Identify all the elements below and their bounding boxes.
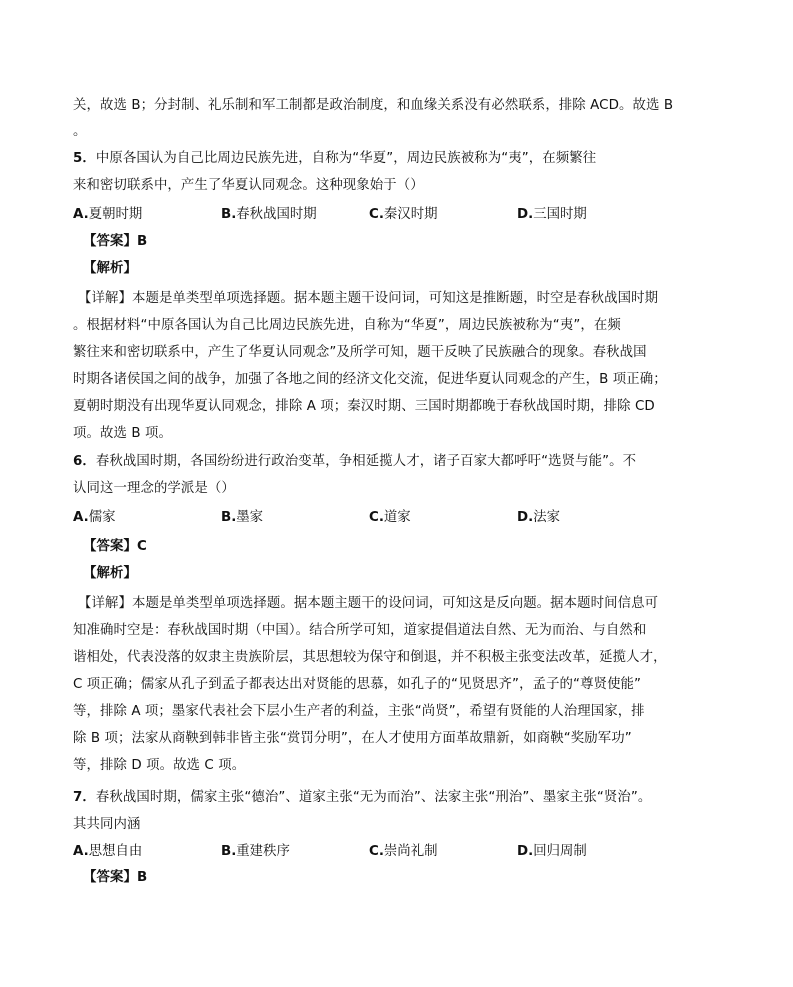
question-5-detail-line-2: 。根据材料“中原各国认为自己比周边民族先进，自称为“华夏”，周边民族被称为“夷”，在频 <box>73 318 621 333</box>
question-6-detail-line-4: C 项正确；儒家从孔子到孟子都表达出对贤能的思慕，如孔子的“见贤思齐”，孟子的“尊贤使能” <box>73 677 642 692</box>
question-7-number: 7． <box>73 790 96 805</box>
question-5-stem-text-1: 中原各国认为自己比周边民族先进，自称为“华夏”，周边民族被称为“夷”，在频繁往 <box>95 151 597 166</box>
question-6-option-c: C.道家 <box>369 510 411 525</box>
question-7-stem-line-2: 其共同内涵 <box>73 817 141 832</box>
question-5-number: 5． <box>73 151 96 166</box>
question-6-detail-line-7: 等，排除 D 项。故选 C 项。 <box>73 758 246 773</box>
question-5-option-a: A.夏朝时期 <box>73 207 143 222</box>
question-5-detail-line-1: 【详解】本题是单类型单项选择题。据本题主题干设问词，可知这是推断题，时空是春秋战国时期 <box>78 291 659 306</box>
question-6-stem-line-2: 认同这一理念的学派是（） <box>73 481 235 496</box>
question-7-option-a: A.思想自由 <box>73 844 143 859</box>
question-5-option-c: C.秦汉时期 <box>369 207 438 222</box>
question-5-option-b: B.春秋战国时期 <box>221 207 317 222</box>
question-6-number: 6． <box>73 454 96 469</box>
question-6-option-a: A.儒家 <box>73 510 116 525</box>
question-5-stem-line-1 <box>73 151 596 167</box>
question-6-detail-line-1: 【详解】本题是单类型单项选择题。据本题主题干的设问词，可知这是反向题。据本题时间信息可 <box>78 596 659 611</box>
question-5-answer: 【答案】B <box>83 234 148 249</box>
question-5-detail-line-4: 时期各诸侯国之间的战争，加强了各地之间的经济文化交流，促进华夏认同观念的产生，B 项正确； <box>73 372 667 387</box>
question-7-option-c: C.崇尚礼制 <box>369 844 438 859</box>
question-6-detail-line-3: 谐相处，代表没落的奴隶主贵族阶层，其思想较为保守和倒退，并不积极主张变法改革，延揽人才， <box>73 650 667 665</box>
question-6-detail-line-6: 除 B 项；法家从商鞅到韩非皆主张“赏罚分明”，在人才使用方面革故鼎新，如商鞅“奖励军功” <box>73 731 632 746</box>
question-5-option-d: D.三国时期 <box>517 207 587 222</box>
carryover-line-2: 。 <box>73 124 87 139</box>
question-5-detail-line-5: 夏朝时期没有出现华夏认同观念，排除 A 项；秦汉时期、三国时期都晚于春秋战国时期，排除 CD <box>73 399 655 414</box>
question-7-answer: 【答案】B <box>83 870 148 885</box>
question-7-stem-text-1: 春秋战国时期，儒家主张“德治”、道家主张“无为而治”、法家主张“刑治”、墨家主张“贤治”。 <box>95 790 652 805</box>
question-6-detail-line-2: 知准确时空是：春秋战国时期（中国）。结合所学可知，道家提倡道法自然、无为而治、与自然和 <box>73 623 647 638</box>
question-7-option-d: D.回归周制 <box>517 844 587 859</box>
question-6-answer: 【答案】C <box>83 539 147 554</box>
question-6-option-d: D.法家 <box>517 510 560 525</box>
question-7-option-b: B.重建秩序 <box>221 844 290 859</box>
question-7-stem-line-1 <box>73 790 651 806</box>
carryover-line-1: 关，故选 B；分封制、礼乐制和军工制都是政治制度，和血缘关系没有必然联系，排除 ACD。故选 B <box>73 98 674 113</box>
question-5-detail-line-3: 繁往来和密切联系中，产生了华夏认同观念”及所学可知，题干反映了民族融合的现象。春秋战国 <box>73 345 647 360</box>
question-6-analysis-label: 【解析】 <box>83 566 137 581</box>
question-6-stem-text-1: 春秋战国时期，各国纷纷进行政治变革，争相延揽人才，诸子百家大都呼吁“选贤与能”。不 <box>95 454 637 469</box>
question-5-analysis-label: 【解析】 <box>83 261 137 276</box>
question-5-stem-line-2: 来和密切联系中，产生了华夏认同观念。这种现象始于（） <box>73 178 424 193</box>
question-6-option-b: B.墨家 <box>221 510 264 525</box>
question-5-detail-line-6: 项。故选 B 项。 <box>73 426 172 441</box>
question-6-detail-line-5: 等，排除 A 项；墨家代表社会下层小生产者的利益，主张“尚贤”，希望有贤能的人治理国家，排 <box>73 704 645 719</box>
question-6-stem-line-1 <box>73 454 636 470</box>
